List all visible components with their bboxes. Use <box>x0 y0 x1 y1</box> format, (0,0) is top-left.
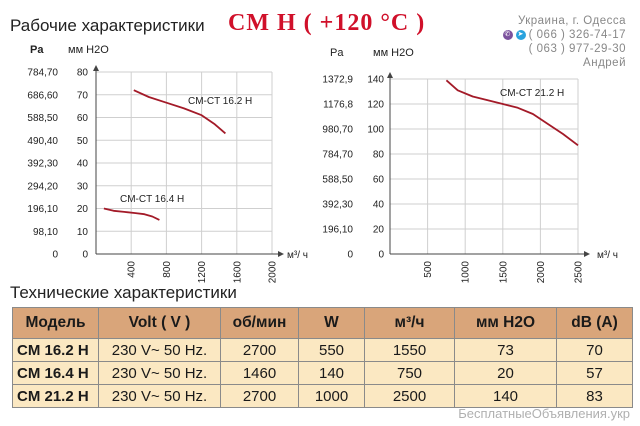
chart-left-pa-label: Pa <box>30 44 44 56</box>
chart-left-x-label: м³/ ч <box>287 250 308 261</box>
pa-tick-label: 686,60 <box>27 90 58 102</box>
spec-table <box>12 307 633 408</box>
series-label: CM-CT 21.2 H <box>500 88 565 99</box>
table-cell: 73 <box>455 339 557 362</box>
y-axis-arrow <box>387 72 393 78</box>
x-tick-label: 2000 <box>535 261 547 284</box>
table-cell: 140 <box>455 385 557 408</box>
y-tick-label: 40 <box>372 199 384 211</box>
y-tick-label: 0 <box>378 249 384 261</box>
table-cell: 57 <box>557 362 633 385</box>
col-header-model: Модель <box>13 308 99 339</box>
x-tick-label: 2500 <box>573 261 585 284</box>
table-row <box>13 339 633 362</box>
x-axis-arrow <box>584 251 590 257</box>
y-tick-label: 40 <box>76 158 88 170</box>
y-tick-label: 30 <box>76 181 88 193</box>
table-cell: CM 16.4 H <box>13 362 99 385</box>
pa-tick-label: 0 <box>347 249 353 261</box>
y-tick-label: 20 <box>76 204 88 215</box>
table-cell: 20 <box>455 362 557 385</box>
x-tick-label: 400 <box>126 261 138 278</box>
y-tick-label: 100 <box>367 124 384 136</box>
pa-tick-label: 1372,9 <box>322 74 353 86</box>
contact-name: Андрей <box>583 57 626 69</box>
col-header-volt: Volt ( V ) <box>99 308 221 339</box>
x-tick-label: 1200 <box>197 261 209 284</box>
series-label: CM-CT 16.4 H <box>120 194 185 205</box>
contact-city: Украина, г. Одесса <box>517 15 626 27</box>
table-cell: 1460 <box>221 362 299 385</box>
pa-tick-label: 98,10 <box>32 226 58 238</box>
series-label: CM-CT 16.2 H <box>188 96 253 107</box>
col-header-pressure: мм H2O <box>455 308 557 339</box>
pa-tick-label: 392,30 <box>322 199 353 211</box>
pa-tick-label: 980,70 <box>322 124 353 136</box>
table-row <box>13 362 633 385</box>
col-header-watts: W <box>299 308 365 339</box>
pa-tick-label: 588,50 <box>27 113 58 124</box>
y-tick-label: 20 <box>372 224 384 236</box>
y-tick-label: 120 <box>367 99 384 111</box>
table-cell: 2500 <box>365 385 455 408</box>
y-tick-label: 140 <box>367 74 384 86</box>
pa-tick-label: 784,70 <box>27 67 58 79</box>
pa-tick-label: 588,50 <box>322 174 353 186</box>
pa-tick-label: 196,10 <box>322 224 353 236</box>
contact-phone-1[interactable]: ( 066 ) 326-74-17 <box>528 29 626 41</box>
table-cell: 230 V~ 50 Hz. <box>99 385 221 408</box>
table-cell: 140 <box>299 362 365 385</box>
chart-right-pa-label: Pa <box>330 47 344 59</box>
chart-left-mm-label: мм H2O <box>68 44 109 56</box>
x-tick-label: 500 <box>423 261 435 278</box>
y-tick-label: 80 <box>76 67 88 79</box>
x-tick-label: 1500 <box>498 261 510 284</box>
pa-tick-label: 490,40 <box>27 135 58 147</box>
table-cell: 83 <box>557 385 633 408</box>
table-cell: CM 21.2 H <box>13 385 99 408</box>
table-cell: 2700 <box>221 339 299 362</box>
y-tick-label: 70 <box>76 90 88 102</box>
table-cell: 70 <box>557 339 633 362</box>
col-header-noise: dB (A) <box>557 308 633 339</box>
table-cell: 230 V~ 50 Hz. <box>99 339 221 362</box>
x-tick-label: 800 <box>161 261 173 278</box>
y-tick-label: 60 <box>372 174 384 186</box>
x-tick-label: 1000 <box>460 261 472 284</box>
table-cell: 1000 <box>299 385 365 408</box>
spec-table-header-row <box>13 308 633 339</box>
table-cell: 1550 <box>365 339 455 362</box>
model-series-title: CM H ( +120 °C ) <box>228 10 426 36</box>
y-tick-label: 10 <box>76 226 88 238</box>
contact-phone-2[interactable]: ( 063 ) 977-29-30 <box>528 43 626 55</box>
pa-tick-label: 392,30 <box>27 158 58 170</box>
pa-tick-label: 294,20 <box>27 181 58 193</box>
pa-tick-label: 196,10 <box>27 204 58 215</box>
chart-right-x-label: м³/ ч <box>597 250 618 261</box>
viber-icon: ✆ <box>504 31 511 38</box>
table-cell: 2700 <box>221 385 299 408</box>
y-tick-label: 60 <box>76 113 88 124</box>
table-row <box>13 385 633 408</box>
y-tick-label: 0 <box>82 249 88 261</box>
y-tick-label: 80 <box>372 149 384 161</box>
pa-tick-label: 784,70 <box>322 149 353 161</box>
table-cell: 750 <box>365 362 455 385</box>
x-tick-label: 1600 <box>232 261 244 284</box>
table-cell: 550 <box>299 339 365 362</box>
pa-tick-label: 1176,8 <box>323 99 353 111</box>
chart-right-mm-label: мм H2O <box>373 47 414 59</box>
watermark: БесплатныеОбъявления.укр <box>458 406 630 421</box>
x-tick-label: 2000 <box>267 261 279 284</box>
tech-heading: Технические характеристики <box>10 283 237 302</box>
pa-tick-label: 0 <box>52 249 58 261</box>
y-tick-label: 50 <box>76 135 88 147</box>
telegram-icon: ➤ <box>517 31 524 38</box>
col-header-airflow: м³/ч <box>365 308 455 339</box>
page-heading: Рабочие характеристики <box>10 16 205 35</box>
table-cell: 230 V~ 50 Hz. <box>99 362 221 385</box>
table-cell: CM 16.2 H <box>13 339 99 362</box>
col-header-rpm: об/мин <box>221 308 299 339</box>
